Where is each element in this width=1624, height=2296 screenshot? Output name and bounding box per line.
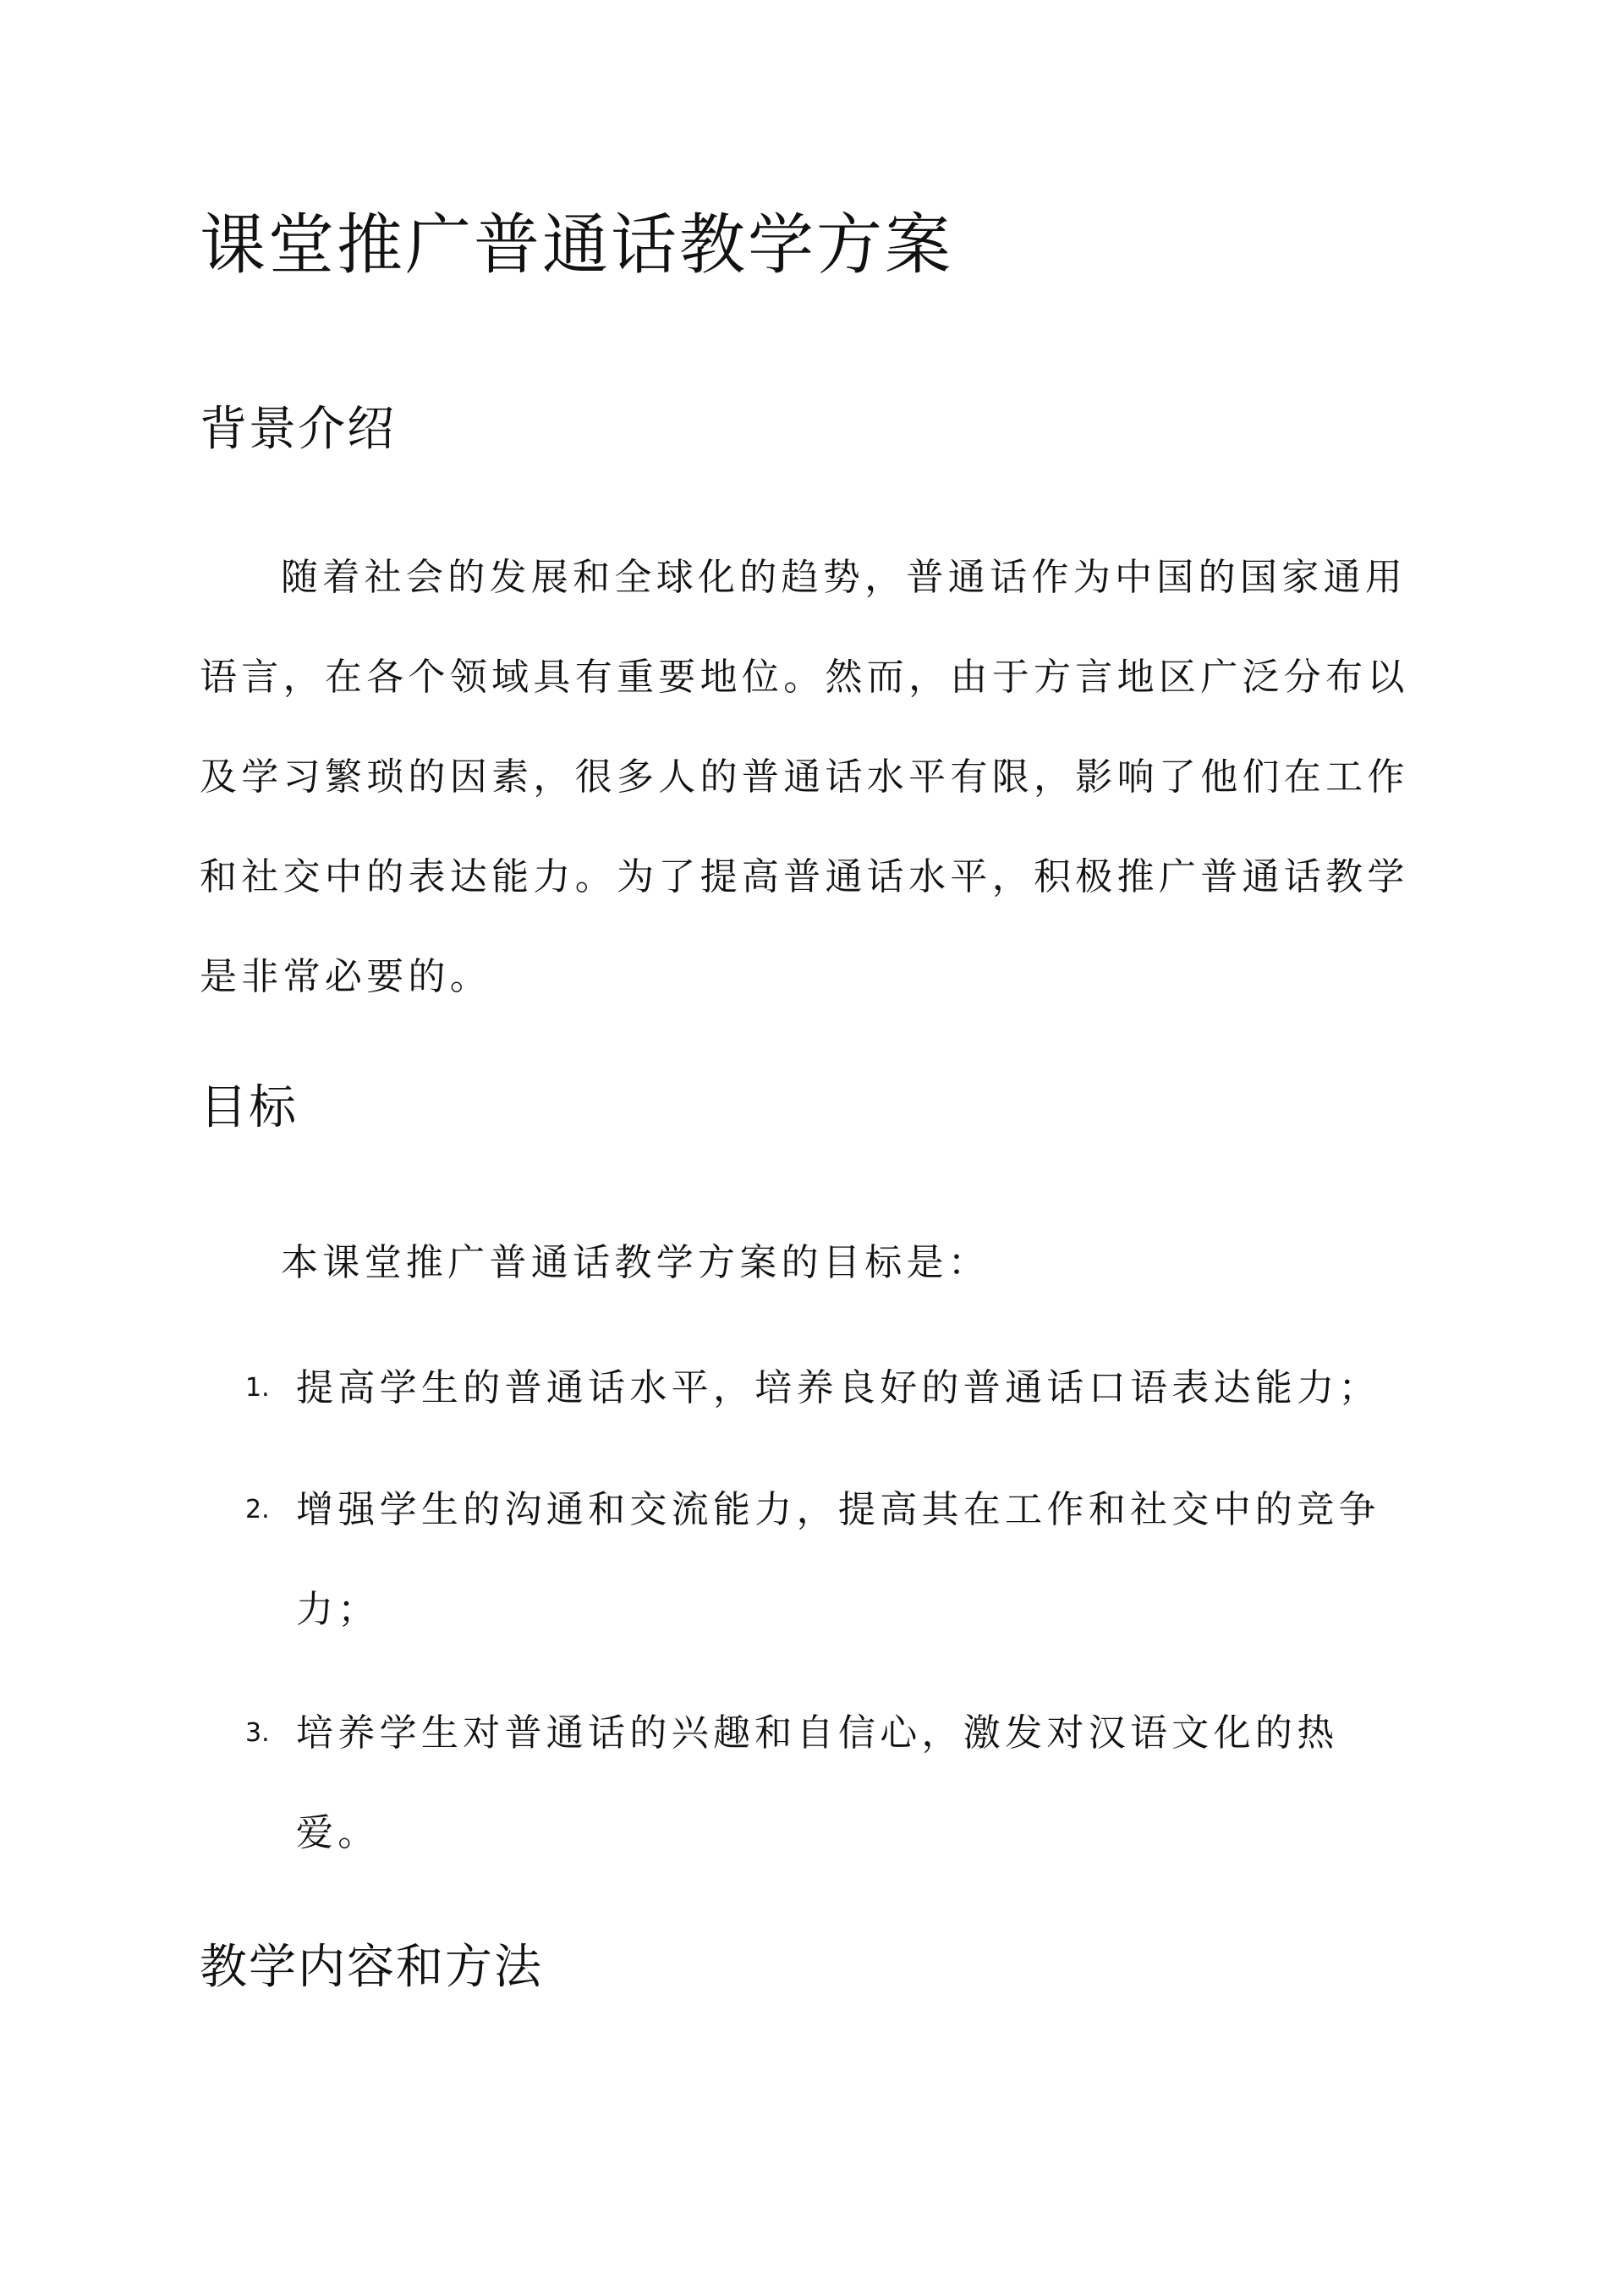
goal-number: 2.	[245, 1495, 270, 1524]
document-title: 课堂推广普通话教学方案	[200, 207, 954, 283]
goal-text: 提高学生的普通话水平，培养良好的普通话口语表达能力；	[296, 1366, 1380, 1409]
goal-text: 增强学生的沟通和交流能力，提高其在工作和社交中的竞争力；	[296, 1488, 1380, 1631]
goal-number: 3.	[245, 1718, 270, 1748]
goal-text: 培养学生对普通话的兴趣和自信心，激发对汉语文化的热爱。	[296, 1711, 1339, 1854]
goal-number: 1.	[245, 1373, 270, 1403]
section-heading-goals: 目标	[200, 1080, 298, 1135]
goal-item	[245, 1338, 1413, 1438]
section-heading-background: 背景介绍	[200, 402, 396, 457]
section-heading-content-methods: 教学内容和方法	[200, 1940, 543, 1995]
goals-intro-paragraph: 本课堂推广普通话教学方案的目标是：	[281, 1241, 990, 1284]
goal-item	[245, 1684, 1413, 1883]
background-paragraph: 随着社会的发展和全球化的趋势，普通话作为中国的国家通用语言，在各个领域具有重要地位。然而，由于方言地区广泛分布以及学习繁琐的因素，很多人的普通话水平有限，影响了他们在工作和社交中的表达能力。为了提高普通话水平，积极推广普通话教学是非常必要的。	[200, 556, 1409, 998]
goal-item	[245, 1460, 1413, 1660]
